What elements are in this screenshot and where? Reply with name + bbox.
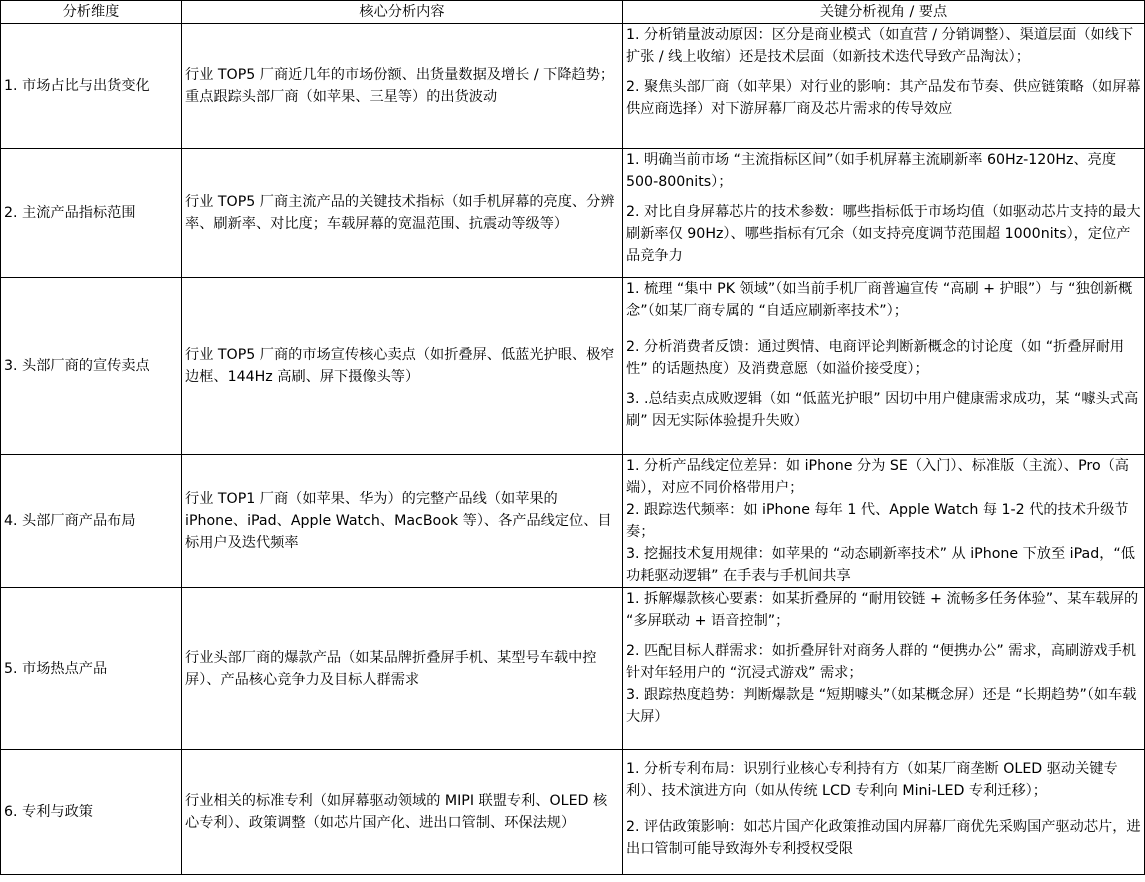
dimension-cell: 6. 专利与政策	[1, 750, 182, 875]
dimension-cell: 2. 主流产品指标范围	[1, 149, 182, 278]
header-row	[1, 1, 1145, 24]
table-row	[1, 455, 1145, 588]
key-points-cell	[623, 149, 1145, 278]
key-points-cell	[623, 455, 1145, 588]
key-point: 1. 分析销量波动原因：区分是商业模式（如直营 / 分销调整）、渠道层面（如线下扩张 / 线上收缩）还是技术层面（如新技术迭代导致产品淘汰）；	[626, 27, 1134, 65]
header-key-points: 关键分析视角 / 要点	[623, 1, 1145, 24]
content-cell: 行业头部厂商的爆款产品（如某品牌折叠屏手机、某型号车载中控屏）、产品核心竞争力及目标人群需求	[182, 588, 623, 750]
dimension-cell: 5. 市场热点产品	[1, 588, 182, 750]
key-points-cell	[623, 750, 1145, 875]
key-points-cell	[623, 24, 1145, 149]
key-point: 2. 对比自身屏幕芯片的技术参数：哪些指标低于市场均值（如驱动芯片支持的最大刷新率仅 90Hz）、哪些指标有冗余（如支持亮度调节范围超 1000nits），定位产品竞争力	[626, 204, 1141, 264]
key-point: 2. 跟踪迭代频率：如 iPhone 每年 1 代、Apple Watch 每 1-2 代的技术升级节奏；	[626, 502, 1129, 540]
header-dimension: 分析维度	[1, 1, 182, 24]
key-point: 1. 分析专利布局：识别行业核心专利持有方（如某厂商垄断 OLED 驱动关键专利）、技术演进方向（如从传统 LCD 专利向 Mini-LED 专利迁移）；	[626, 761, 1118, 799]
key-point: 2. 分析消费者反馈：通过舆情、电商评论判断新概念的讨论度（如 “折叠屏耐用性” 的话题热度）及消费意愿（如溢价接受度）；	[626, 339, 1125, 377]
spacer	[626, 632, 1142, 640]
key-point: 1. 分析产品线定位差异：如 iPhone 分为 SE（入门）、标准版（主流）、Pro（高端），对应不同价格带用户；	[626, 458, 1129, 496]
key-points-cell	[623, 588, 1145, 750]
key-point: 2. 聚焦头部厂商（如苹果）对行业的影响：其产品发布节奏、供应链策略（如屏幕供应商选择）对下游屏幕厂商及芯片需求的传导效应	[626, 79, 1141, 117]
spacer	[626, 750, 1142, 758]
key-point: 1. 明确当前市场 “主流指标区间”（如手机屏幕主流刷新率 60Hz-120Hz、亮度 500-800nits）；	[626, 152, 1117, 190]
spacer	[626, 802, 1142, 816]
content-cell: 行业相关的标准专利（如屏幕驱动领域的 MIPI 联盟专利、OLED 核心专利）、政策调整（如芯片国产化、进出口管制、环保法规）	[182, 750, 623, 875]
content-cell: 行业 TOP1 厂商（如苹果、华为）的完整产品线（如苹果的 iPhone、iPad、Apple Watch、MacBook 等）、各产品线定位、目标用户及迭代频率	[182, 455, 623, 588]
table-row	[1, 278, 1145, 455]
key-point: 1. 梳理 “集中 PK 领域”（如当前手机厂商普遍宣传 “高刷 + 护眼”）与 “独创新概念”（如某厂商专属的 “自适应刷新率技术”）；	[626, 281, 1133, 319]
key-point: 2. 匹配目标人群需求：如折叠屏针对商务人群的 “便携办公” 需求，高刷游戏手机针对年轻用户的 “沉浸式游戏” 需求；	[626, 643, 1136, 681]
table-row	[1, 750, 1145, 875]
key-point: 3. 跟踪热度趋势：判断爆款是 “短期噱头”（如某概念屏）还是 “长期趋势”（如车载大屏）	[626, 687, 1137, 725]
content-cell: 行业 TOP5 厂商主流产品的关键技术指标（如手机屏幕的亮度、分辨率、刷新率、对比度；车载屏幕的宽温范围、抗震动等级等）	[182, 149, 623, 278]
table-row	[1, 149, 1145, 278]
key-points-cell	[623, 278, 1145, 455]
spacer	[626, 193, 1142, 201]
dimension-cell: 3. 头部厂商的宣传卖点	[1, 278, 182, 455]
key-point: 3. .总结卖点成败逻辑（如 “低蓝光护眼” 因切中用户健康需求成功，某 “噱头式高刷” 因无实际体验提升失败）	[626, 391, 1139, 429]
table-row	[1, 588, 1145, 750]
key-point: 1. 拆解爆款核心要素：如某折叠屏的 “耐用铰链 + 流畅多任务体验”、某车载屏的 “多屏联动 + 语音控制”；	[626, 591, 1139, 629]
spacer	[626, 322, 1142, 336]
spacer	[626, 68, 1142, 76]
dimension-cell: 1. 市场占比与出货变化	[1, 24, 182, 149]
key-point: 3. 挖掘技术复用规律：如苹果的 “动态刷新率技术” 从 iPhone 下放至 iPad，“低功耗驱动逻辑” 在手表与手机间共享	[626, 546, 1135, 584]
spacer	[626, 380, 1142, 388]
key-point: 2. 评估政策影响：如芯片国产化政策推动国内屏幕厂商优先采购国产驱动芯片，进出口管制可能导致海外专利授权受限	[626, 819, 1141, 857]
content-cell: 行业 TOP5 厂商的市场宣传核心卖点（如折叠屏、低蓝光护眼、极窄边框、144Hz 高刷、屏下摄像头等）	[182, 278, 623, 455]
content-cell: 行业 TOP5 厂商近几年的市场份额、出货量数据及增长 / 下降趋势；重点跟踪头部厂商（如苹果、三星等）的出货波动	[182, 24, 623, 149]
header-content: 核心分析内容	[182, 1, 623, 24]
table-row	[1, 24, 1145, 149]
dimension-cell: 4. 头部厂商产品布局	[1, 455, 182, 588]
